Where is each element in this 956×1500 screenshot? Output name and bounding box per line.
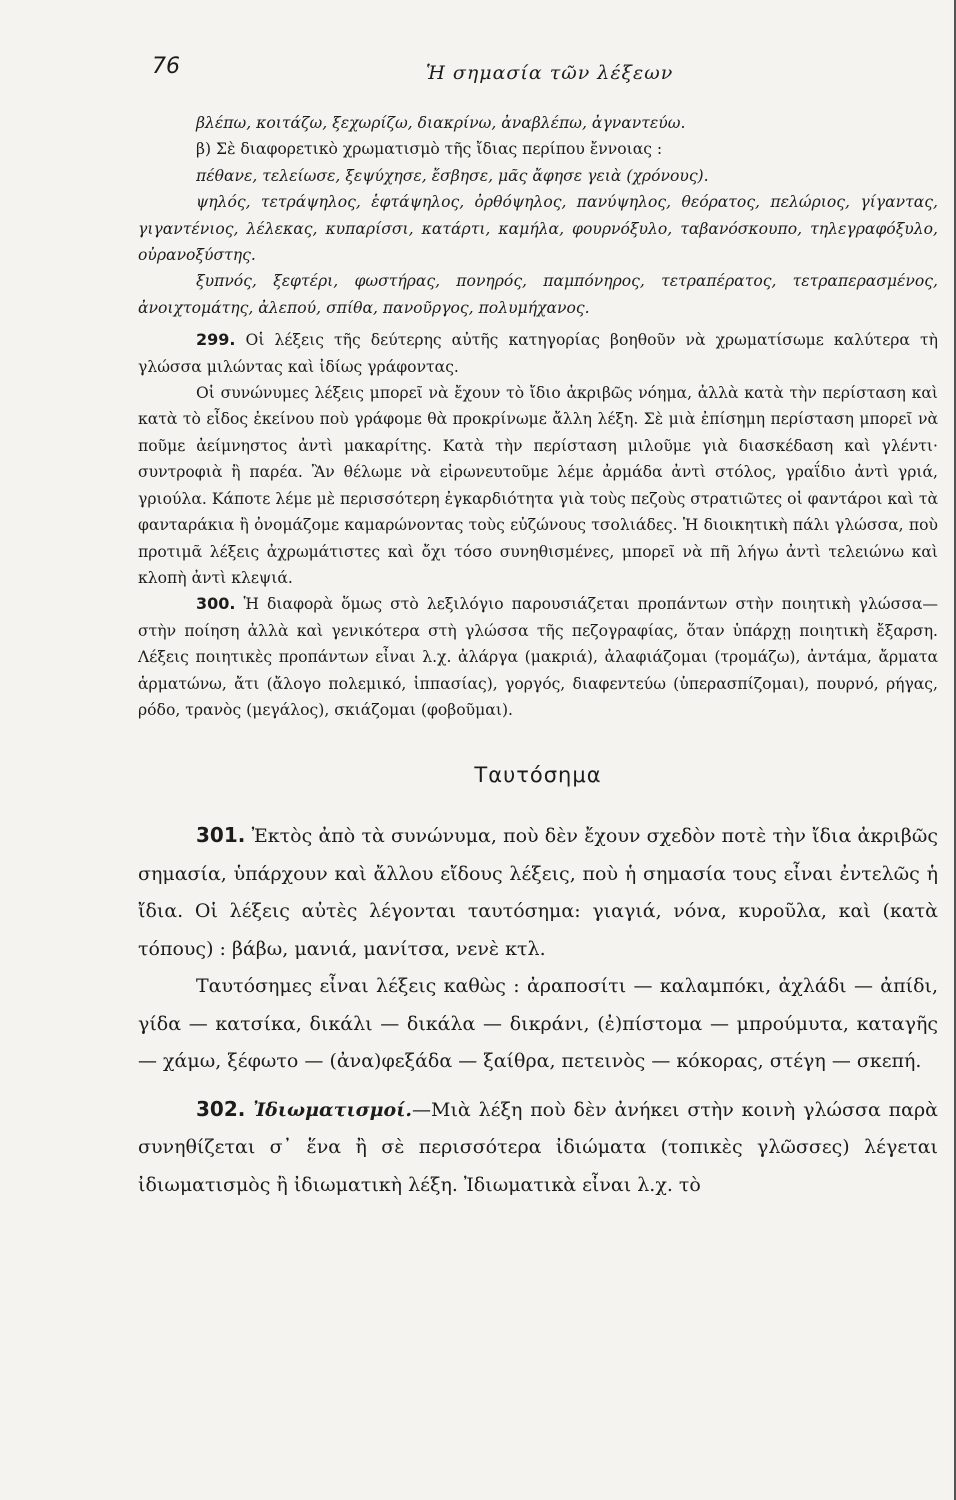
list-b-intro: β) Σὲ διαφορετικὸ χρωματισμὸ τῆς ἴδιας περίπου ἔννοιας :: [196, 140, 663, 159]
running-title: Ἡ σημασία τῶν λέξεων: [426, 62, 674, 84]
paragraph-299-cont: Οἱ συνώνυμες λέξεις μπορεῖ νὰ ἔχουν τὸ ἴδιο ἀκριβῶς νόημα, ἀλλὰ κατὰ τὴν περίσταση καὶ κατὰ τὸ εἶδος ἐκείνου ποὺ γράφομε θὰ προκρίνωμε ἄλλη λέξη. Σὲ μιὰ ἐπίσημη περίσταση μπορεῖ νὰ ποῦμε ἀείμνηστος ἀντὶ μακαρίτης. Κατὰ τὴν περίσταση μιλοῦμε γιὰ διασκέδαση καὶ γλέντι· συντροφιὰ ἢ παρέα. Ἂν θέλωμε νὰ εἰρωνευτοῦμε λέμε ἀρμάδα ἀντὶ στόλος, γραΐδιο ἀντὶ γριά, γριούλα. Κάποτε λέμε μὲ περισσότερη ἐγκαρδιότητα γιὰ τοὺς πεζοὺς στρατιῶτες οἱ φαντάροι καὶ τὰ φανταράκια ἢ ὀνομάζομε καμαρώνοντας τοὺς εὐζώνους τσολιάδες. Ἡ διοικητικὴ πάλι γλώσσα, ποὺ προτιμᾶ λέξεις ἀχρωμάτιστες καὶ ὄχι τόσο συνηθισμένες, μπορεῖ νὰ πῆ λήγω ἀντὶ τελειώνω καὶ κλοπὴ ἀντὶ κλεψιά.: [138, 384, 938, 587]
section-heading: Ταυτόσημα: [474, 763, 602, 788]
paragraph-301: [138, 817, 938, 968]
page-header: [148, 48, 916, 88]
paragraph-301-cont: Ταυτόσημες εἶναι λέξεις καθὼς : ἀραποσίτι — καλαμπόκι, ἀχλάδι — ἀπίδι, γίδα — κατσίκα, δικάλι — δικάλα — δικράνι, (ἐ)πίστομα — μπρούμυτα, καταγῆς — χάμω, ξέφωτο — (ἀνα)φεξάδα — ξαίθρα, πετεινὸς — κόκορας, στέγη — σκεπή.: [138, 975, 938, 1073]
small-print-section: [138, 110, 938, 723]
paragraph-number: 301.: [196, 823, 246, 848]
paragraph-number: 300.: [196, 594, 236, 614]
paragraph-299: [138, 327, 938, 380]
list-a-tail: βλέπω, κοιτάζω, ξεχωρίζω, διακρίνω, ἀναβλέπω, ἀγναντεύω.: [196, 114, 686, 132]
large-print-section: [138, 817, 938, 1204]
paragraph-number: 299.: [196, 330, 236, 350]
paragraph-text: Ἐκτὸς ἀπὸ τὰ συνώνυμα, ποὺ δὲν ἔχουν σχεδὸν ποτὲ τὴν ἴδια ἀκριβῶς σημασία, ὑπάρχουν καὶ ἄλλου εἴδους λέξεις, ποὺ ἡ σημασία τους εἶναι ἐντελῶς ἡ ἴδια. Οἱ λέξεις αὐτὲς λέγονται ταυτόσημα: γιαγιά, νόνα, κυροῦλα, καὶ (κατὰ τόπους) : βάβω, μανιά, μανίτσα, νενὲ κτλ.: [138, 825, 938, 960]
example-line: ψηλός, τετράψηλος, ἑφτάψηλος, ὀρθόψηλος, πανύψηλος, θεόρατος, πελώριος, γίγαντας, γιγαντένιος, λέλεκας, κυπαρίσσι, κατάρτι, καμήλα, φουρνόξυλο, ταβανόσκουπο, τηλεγραφόξυλο, οὐρανοξύστης.: [138, 193, 938, 265]
paragraph-number: 302.: [196, 1096, 246, 1121]
example-line: πέθανε, τελείωσε, ξεψύχησε, ἔσβησε, μᾶς ἄφησε γειὰ (χρόνους).: [196, 166, 709, 185]
paragraph-text: Ἡ διαφορὰ ὅμως στὸ λεξιλόγιο παρουσιάζεται προπάντων στὴν ποιητικὴ γλώσσα—στὴν ποίηση ἀλλὰ καὶ γενικότερα στὴ γλώσσα τῆς πεζογραφίας, ὅταν ὑπάρχῃ ποιητικὴ ἔξαρση. Λέξεις ποιητικὲς προπάντων εἶναι λ.χ. ἀλάργα (μακριά), ἀλαφιάζομαι (τρομάζω), ἀντάμα, ἄρματα ἁρματώνω, ἄτι (ἄλογο πολεμικό, ἱππασίας), γοργός, διαφεντεύω (ὑπερασπίζομαι), πουρνό, ρήγας, ρόδο, τρανὸς (μεγάλος), σκιάζομαι (φοβοῦμαι).: [138, 595, 938, 719]
example-line: ξυπνός, ξεφτέρι, φωστήρας, πονηρός, παμπόνηρος, τετραπέρατος, τετραπερασμένος, ἀνοιχτομάτης, ἀλεπού, σπίθα, πανοῦργος, πολυμήχανος.: [138, 272, 938, 317]
page-body: [138, 110, 938, 1204]
paragraph-text: —Μιὰ λέξη ποὺ δὲν ἀνήκει στὴν κοινὴ γλώσσα παρὰ συνηθίζεται σ᾽ ἕνα ἢ σὲ περισσότερα ἰδιώματα (τοπικὲς γλῶσσες) λέγεται ἰδιωματισμὸς ἢ ἰδιωματικὴ λέξη. Ἰδιωματικὰ εἶναι λ.χ. τὸ: [138, 1098, 938, 1196]
paragraph-text: Οἱ λέξεις τῆς δεύτερης αὐτῆς κατηγορίας βοηθοῦν νὰ χρωματίσωμε καλύτερα τὴ γλώσσα μιλώντας καὶ ἰδίως γράφοντας.: [138, 331, 938, 376]
paragraph-302: [138, 1091, 938, 1205]
paragraph-title: Ἰδιωματισμοί.: [253, 1098, 413, 1121]
page-number: 76: [152, 54, 180, 79]
paragraph-300: [138, 591, 938, 723]
